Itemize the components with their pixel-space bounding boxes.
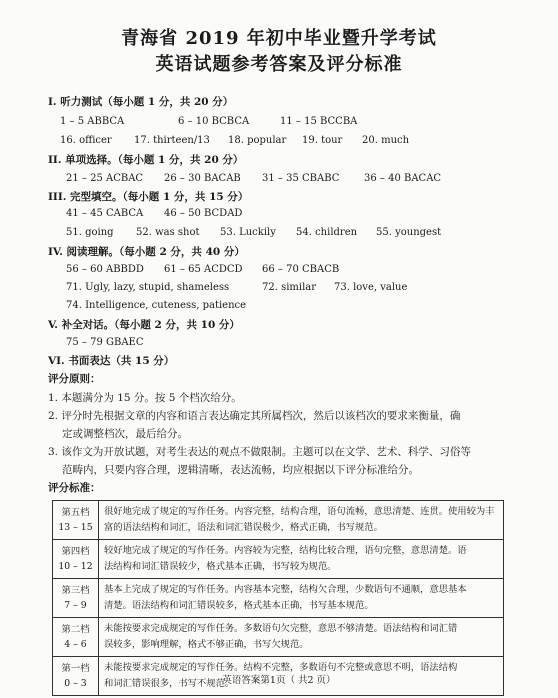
section-2-heading: II. 单项选择。（每小题 1 分，共 20 分） bbox=[48, 154, 244, 166]
answer-group: 46 – 50 BCDAD bbox=[164, 208, 243, 219]
answer-group: 1 – 5 ABBCA bbox=[60, 116, 125, 127]
answer-group: 61 – 65 ACDCD bbox=[164, 264, 243, 275]
answer-item: 53. Luckily bbox=[220, 227, 276, 238]
grade-level-cell: 第五档 13 – 15 bbox=[53, 501, 99, 540]
page-footer: 英语答案第1页（ 共2 页） bbox=[222, 675, 336, 686]
grade-description-cell: 未能按要求完成规定的写作任务。多数语句欠完整，意思不够清楚。语法结构和词汇错 误较多，影响理解，格式不够正确，书写欠规范。 bbox=[99, 618, 504, 657]
answer-group: 21 – 25 ACBAC bbox=[66, 173, 144, 184]
answer-group: 75 – 79 GBAEC bbox=[66, 337, 144, 348]
table-row bbox=[53, 540, 504, 579]
answer-item: 16. officer bbox=[60, 135, 112, 146]
answer-item: 20. much bbox=[362, 135, 410, 146]
principle-3-line-2: 范畴内，只要内容合理，逻辑清晰，表达流畅，均应根据以下评分标准给分。 bbox=[62, 464, 419, 476]
grade-level-cell: 第三档 7 – 9 bbox=[53, 579, 99, 618]
answer-item: 72. similar bbox=[262, 282, 317, 293]
answer-item: 17. thirteen/13 bbox=[134, 135, 210, 146]
principle-1: 1. 本题满分为 15 分。按 5 个档次给分。 bbox=[48, 392, 242, 404]
grade-description-cell: 基本上完成了规定的写作任务。内容基本完整，结构欠合理，少数语句不通顺，意思基本 清楚。语法结构和词汇错误较多，格式基本正确，书写基本规范。 bbox=[99, 579, 504, 618]
answer-item: 73. love, value bbox=[334, 282, 408, 293]
answer-group: 31 – 35 CBABC bbox=[262, 173, 340, 184]
answer-group: 6 – 10 BCBCA bbox=[178, 116, 250, 127]
table-row bbox=[53, 579, 504, 618]
answer-group: 11 – 15 BCCBA bbox=[280, 116, 358, 127]
section-6-heading: VI. 书面表达（共 15 分） bbox=[48, 355, 175, 367]
document-title: 青海省 2019 年初中毕业暨升学考试 bbox=[121, 28, 437, 49]
grade-level-cell: 第二档 4 – 6 bbox=[53, 618, 99, 657]
answer-item: 55. youngest bbox=[376, 227, 442, 238]
section-3-heading: III. 完型填空。（每小题 1 分，共 15 分） bbox=[48, 191, 249, 203]
grading-table bbox=[52, 500, 504, 696]
grade-description-cell: 较好地完成了规定的写作任务。内容较为完整，结构比较合理，语句完整，意思清楚。语 法结构和词汇错误较少，格式基本正确，书写较为规范。 bbox=[99, 540, 504, 579]
answer-item: 19. tour bbox=[302, 135, 343, 146]
answer-item: 18. popular bbox=[228, 135, 287, 146]
principles-heading: 评分原则： bbox=[48, 373, 101, 385]
section-5-heading: V. 补全对话。（每小题 2 分，共 10 分） bbox=[48, 319, 240, 331]
answer-group: 41 – 45 CABCA bbox=[66, 208, 144, 219]
answer-item: 51. going bbox=[66, 227, 114, 238]
grade-description-cell: 未能按要求完成规定的写作任务。结构不完整，多数语句不完整或意思不明，语法结构 和词汇错误很多，书写不规范。 bbox=[99, 657, 504, 696]
answer-group: 66 – 70 CBACB bbox=[262, 264, 340, 275]
principle-2-line-2: 定或调整档次，最后给分。 bbox=[62, 428, 188, 440]
document-subtitle: 英语试题参考答案及评分标准 bbox=[155, 54, 403, 75]
answer-item: 54. children bbox=[296, 227, 358, 238]
table-row bbox=[53, 618, 504, 657]
grade-description-cell: 很好地完成了规定的写作任务。内容完整，结构合理，语句流畅，意思清楚、连贯。使用较为丰 富的语法结构和词汇，语法和词汇错误极少，格式正确，书写规范。 bbox=[99, 501, 504, 540]
principle-2-line-1: 2. 评分时先根据文章的内容和语言表达确定其所属档次，然后以该档次的要求来衡量，确 bbox=[48, 410, 461, 422]
grade-level-cell: 第一档 0 – 3 bbox=[53, 657, 99, 696]
grade-level-cell: 第四档 10 – 12 bbox=[53, 540, 99, 579]
section-4-heading: IV. 阅读理解。（每小题 2 分，共 40 分） bbox=[48, 246, 245, 258]
answer-group: 56 – 60 ABBDD bbox=[66, 264, 144, 275]
principle-3-line-1: 3. 该作文为开放试题，对考生表达的观点不做限制。主题可以在文学、艺术、科学、习俗等 bbox=[48, 446, 471, 458]
answer-group: 26 – 30 BACAB bbox=[164, 173, 241, 184]
standards-heading: 评分标准： bbox=[48, 482, 101, 494]
answer-item: 52. was shot bbox=[136, 227, 200, 238]
section-1-heading: I. 听力测试（每小题 1 分，共 20 分） bbox=[48, 96, 234, 108]
answer-item: 71. Ugly, lazy, stupid, shameless bbox=[66, 282, 230, 293]
answer-item: 74. Intelligence, cuteness, patience bbox=[66, 300, 247, 311]
table-row bbox=[53, 501, 504, 540]
answer-group: 36 – 40 BACAC bbox=[364, 173, 442, 184]
